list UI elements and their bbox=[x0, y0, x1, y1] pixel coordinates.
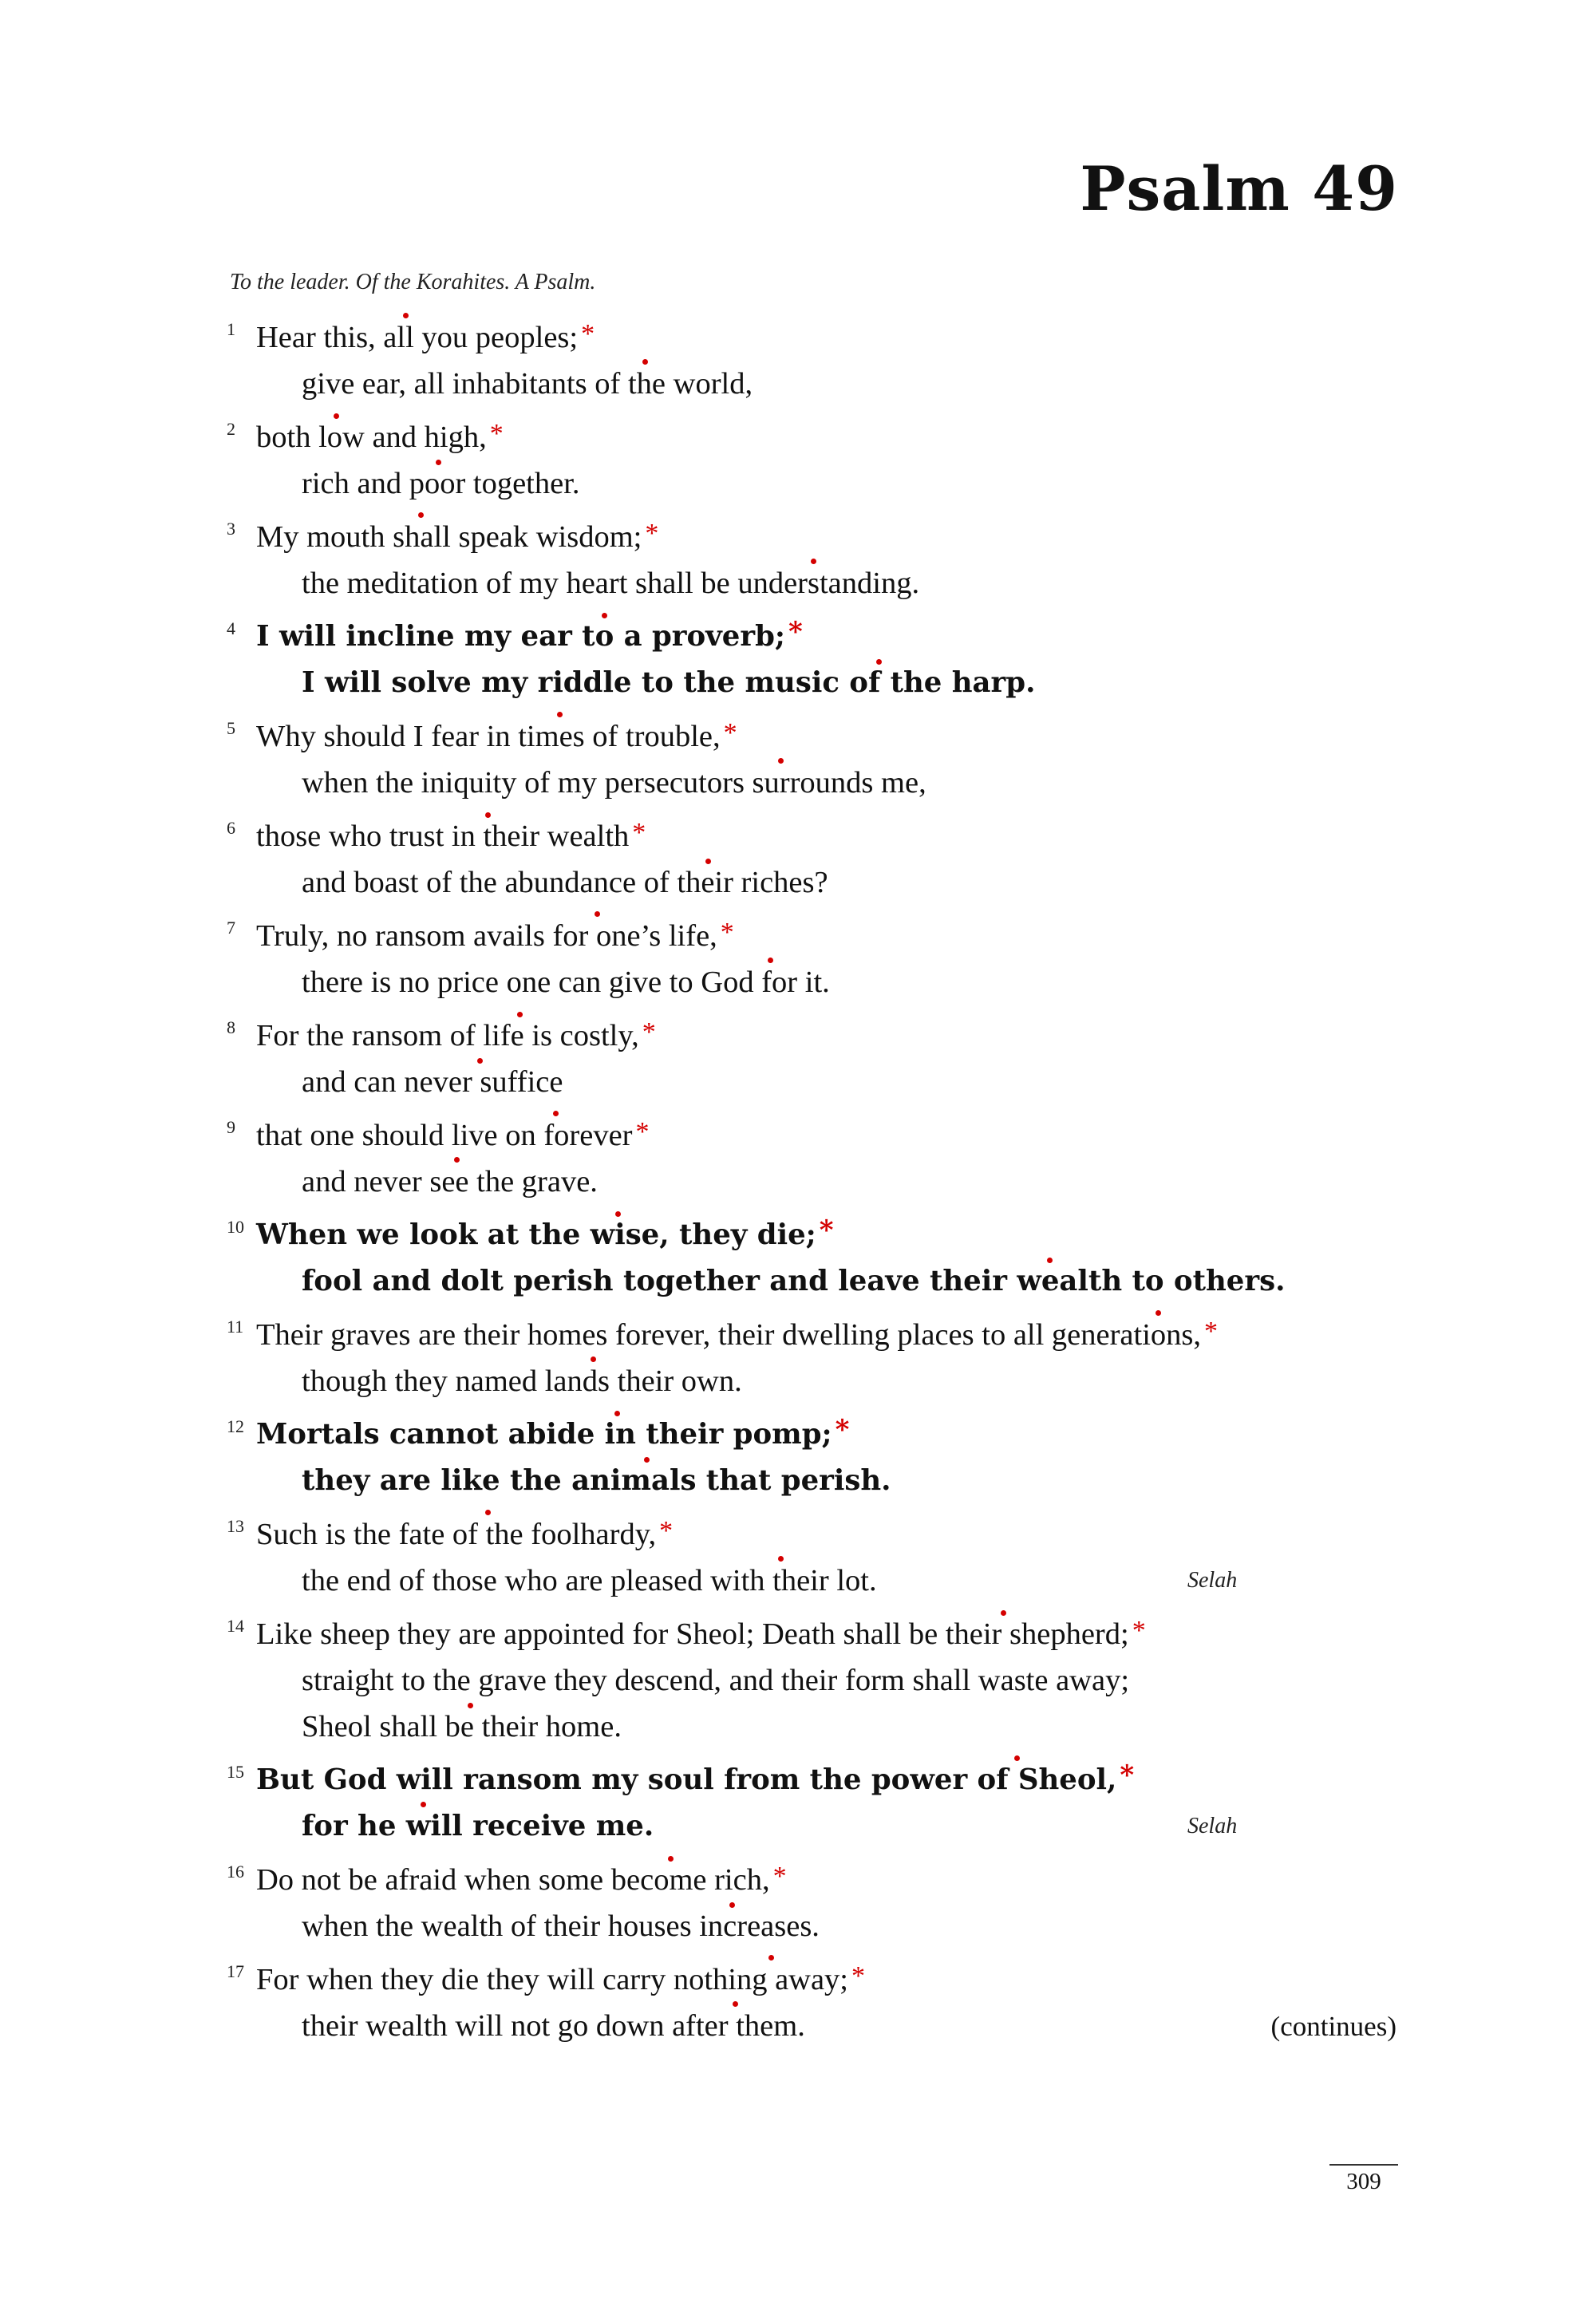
asterisk-mark-icon: * bbox=[489, 419, 504, 448]
verse-text: and never see the grave. bbox=[302, 1165, 598, 1198]
pointing-dot-icon bbox=[485, 1510, 491, 1515]
verse-first-half bbox=[256, 318, 595, 359]
verse-text: give ear, all inhabitants of the world, bbox=[302, 367, 753, 401]
verse-first-half bbox=[256, 816, 646, 858]
verse-first-half bbox=[256, 1116, 650, 1157]
verse-number: 2 bbox=[227, 419, 235, 439]
asterisk-mark-icon: * bbox=[659, 1516, 674, 1546]
verse-text: that one should live on forever bbox=[256, 1119, 633, 1152]
pointing-dot-icon bbox=[468, 1703, 473, 1708]
verse-text: when the wealth of their houses increases. bbox=[302, 1909, 820, 1943]
verse-first-half bbox=[256, 1614, 1146, 1656]
page-title: Psalm 49 bbox=[1080, 153, 1398, 224]
verse-text: those who trust in their wealth bbox=[256, 819, 630, 853]
selah-marker: Selah bbox=[1187, 1814, 1238, 1838]
pointing-dot-icon bbox=[778, 758, 784, 764]
verse-first-half bbox=[256, 1215, 834, 1255]
verse-number: 5 bbox=[227, 718, 235, 738]
pointing-dot-icon bbox=[602, 613, 607, 618]
pointing-dot-icon bbox=[591, 1356, 596, 1362]
asterisk-mark-icon: * bbox=[788, 616, 803, 648]
verse-second-half bbox=[302, 1262, 1285, 1301]
pointing-dot-icon bbox=[1047, 1258, 1053, 1263]
verse-number: 6 bbox=[227, 818, 235, 838]
verse-text: Hear this, all you peoples; bbox=[256, 321, 579, 354]
pointing-dot-icon bbox=[729, 1902, 735, 1908]
verse-text: When we look at the wise, they die; bbox=[256, 1218, 816, 1251]
verse-second-half bbox=[302, 464, 580, 503]
verse-text: Do not be afraid when some become rich, bbox=[256, 1863, 770, 1897]
pointing-dot-icon bbox=[668, 1856, 674, 1862]
verse-number: 10 bbox=[227, 1217, 244, 1237]
psalm-superscription: To the leader. Of the Korahites. A Psalm. bbox=[230, 270, 596, 294]
pointing-dot-icon bbox=[778, 1556, 784, 1562]
asterisk-mark-icon: * bbox=[1132, 1616, 1146, 1645]
asterisk-mark-icon: * bbox=[723, 718, 737, 748]
verse-second-half bbox=[302, 1361, 742, 1401]
verse-number: 4 bbox=[227, 618, 235, 638]
pointing-dot-icon bbox=[334, 413, 339, 419]
verse-second-half bbox=[302, 763, 926, 803]
asterisk-mark-icon: * bbox=[720, 918, 734, 947]
verse-text: My mouth shall speak wisdom; bbox=[256, 520, 642, 554]
verse-text: though they named lands their own. bbox=[302, 1364, 742, 1398]
verse-first-half bbox=[256, 617, 803, 657]
verse-text: Such is the fate of the foolhardy, bbox=[256, 1518, 657, 1551]
verse-first-half bbox=[256, 1514, 673, 1556]
verse-text: fool and dolt perish together and leave their wealth to others. bbox=[302, 1265, 1286, 1297]
verse-text: there is no price one can give to God for it. bbox=[302, 965, 830, 999]
verse-number: 11 bbox=[227, 1317, 244, 1337]
verse-second-half bbox=[302, 1906, 820, 1946]
verse-second-half bbox=[302, 2006, 805, 2046]
verse-text: both low and high, bbox=[256, 421, 487, 454]
verse-first-half bbox=[256, 417, 504, 459]
asterisk-mark-icon: * bbox=[581, 319, 595, 349]
verse-second-half bbox=[302, 364, 753, 404]
pointing-dot-icon bbox=[768, 958, 773, 963]
verse-first-half bbox=[256, 517, 658, 559]
verse-text: I will incline my ear to a proverb; bbox=[256, 620, 786, 653]
verse-number: 3 bbox=[227, 519, 235, 539]
verse-text: when the iniquity of my persecutors surrounds me, bbox=[302, 766, 926, 800]
verse-second-half bbox=[302, 962, 830, 1002]
pointing-dot-icon bbox=[614, 1411, 620, 1416]
verse-second-half bbox=[302, 1461, 891, 1501]
pointing-dot-icon bbox=[642, 359, 648, 365]
verse-first-half bbox=[256, 1016, 656, 1057]
pointing-dot-icon bbox=[517, 1012, 523, 1017]
verse-text: rich and poor together. bbox=[302, 467, 580, 500]
pointing-dot-icon bbox=[595, 911, 600, 917]
pointing-dot-icon bbox=[477, 1058, 483, 1064]
verse-text: Mortals cannot abide in their pomp; bbox=[256, 1418, 832, 1451]
verse-number: 9 bbox=[227, 1117, 235, 1137]
pointing-dot-icon bbox=[1014, 1755, 1020, 1761]
asterisk-mark-icon: * bbox=[1204, 1317, 1219, 1346]
verse-text: Sheol shall be their home. bbox=[302, 1710, 622, 1743]
verse-second-half bbox=[302, 1062, 563, 1102]
pointing-dot-icon bbox=[485, 812, 491, 818]
verse-text: I will solve my riddle to the music of the harp. bbox=[302, 666, 1036, 699]
verse-number: 7 bbox=[227, 918, 235, 938]
selah-marker: Selah bbox=[1187, 1568, 1238, 1593]
pointing-dot-icon bbox=[436, 460, 441, 465]
verse-text: Like sheep they are appointed for Sheol; Death shall be their shepherd; bbox=[256, 1617, 1129, 1651]
verse-text: the end of those who are pleased with their lot. bbox=[302, 1564, 877, 1597]
continues-note: (continues) bbox=[1270, 2011, 1396, 2042]
verse-text: and boast of the abundance of their riches? bbox=[302, 866, 828, 899]
pointing-dot-icon bbox=[615, 1211, 621, 1217]
verse-text: they are like the animals that perish. bbox=[302, 1464, 891, 1497]
page-number-rule bbox=[1329, 2164, 1398, 2166]
asterisk-mark-icon: * bbox=[819, 1214, 834, 1246]
pointing-dot-icon bbox=[644, 1457, 650, 1463]
verse-number: 8 bbox=[227, 1017, 235, 1037]
pointing-dot-icon bbox=[733, 2001, 738, 2007]
verse-first-half bbox=[256, 916, 734, 958]
verse-text: and can never suffice bbox=[302, 1065, 563, 1099]
verse-first-half bbox=[256, 717, 737, 758]
asterisk-mark-icon: * bbox=[772, 1862, 787, 1891]
verse-first-half bbox=[256, 1315, 1218, 1356]
verse-number: 16 bbox=[227, 1862, 244, 1882]
pointing-dot-icon bbox=[421, 1802, 426, 1807]
verse-second-half bbox=[302, 1660, 1129, 1700]
pointing-dot-icon bbox=[811, 559, 816, 564]
verse-second-half bbox=[302, 563, 919, 603]
asterisk-mark-icon: * bbox=[632, 818, 646, 847]
verse-second-half bbox=[302, 663, 1035, 703]
pointing-dot-icon bbox=[705, 859, 711, 864]
pointing-dot-icon bbox=[418, 512, 424, 518]
verse-number: 1 bbox=[227, 319, 235, 339]
asterisk-mark-icon: * bbox=[1120, 1759, 1135, 1791]
pointing-dot-icon bbox=[768, 1955, 774, 1961]
verse-text: for he will receive me. bbox=[302, 1810, 654, 1842]
pointing-dot-icon bbox=[876, 659, 882, 665]
verse-text: For the ransom of life is costly, bbox=[256, 1019, 639, 1052]
verse-first-half bbox=[256, 1415, 849, 1455]
asterisk-mark-icon: * bbox=[642, 1017, 656, 1047]
verse-number: 12 bbox=[227, 1416, 244, 1436]
verse-first-half bbox=[256, 1760, 1134, 1800]
asterisk-mark-icon: * bbox=[645, 519, 659, 548]
pointing-dot-icon bbox=[403, 313, 409, 318]
asterisk-mark-icon: * bbox=[835, 1414, 850, 1446]
verse-number: 13 bbox=[227, 1516, 244, 1536]
verse-first-half bbox=[256, 1860, 787, 1901]
verse-number: 14 bbox=[227, 1616, 244, 1636]
asterisk-mark-icon: * bbox=[851, 1961, 866, 1991]
verse-second-half bbox=[302, 1561, 877, 1601]
pointing-dot-icon bbox=[454, 1157, 460, 1163]
page-number: 309 bbox=[1346, 2169, 1381, 2194]
verse-second-half bbox=[302, 863, 828, 902]
verse-first-half bbox=[256, 1960, 865, 2001]
asterisk-mark-icon: * bbox=[635, 1117, 650, 1147]
verse-text: straight to the grave they descend, and their form shall waste away; bbox=[302, 1664, 1130, 1697]
verse-text: But God will ransom my soul from the power of Sheol, bbox=[256, 1763, 1117, 1796]
verse-text: For when they die they will carry nothing away; bbox=[256, 1963, 849, 1996]
pointing-dot-icon bbox=[1156, 1310, 1161, 1316]
verse-text: Their graves are their homes forever, their dwelling places to all generations, bbox=[256, 1318, 1202, 1352]
pointing-dot-icon bbox=[1001, 1610, 1006, 1616]
verse-text: the meditation of my heart shall be understanding. bbox=[302, 567, 920, 600]
verse-text: their wealth will not go down after them. bbox=[302, 2009, 805, 2043]
verse-second-half bbox=[302, 1707, 622, 1747]
pointing-dot-icon bbox=[553, 1111, 559, 1116]
verse-second-half bbox=[302, 1162, 598, 1202]
verse-number: 17 bbox=[227, 1961, 244, 1981]
verse-number: 15 bbox=[227, 1762, 244, 1782]
pointing-dot-icon bbox=[557, 712, 563, 717]
verse-second-half bbox=[302, 1807, 654, 1846]
verse-text: Truly, no ransom avails for one’s life, bbox=[256, 919, 717, 953]
verse-text: Why should I fear in times of trouble, bbox=[256, 720, 721, 753]
